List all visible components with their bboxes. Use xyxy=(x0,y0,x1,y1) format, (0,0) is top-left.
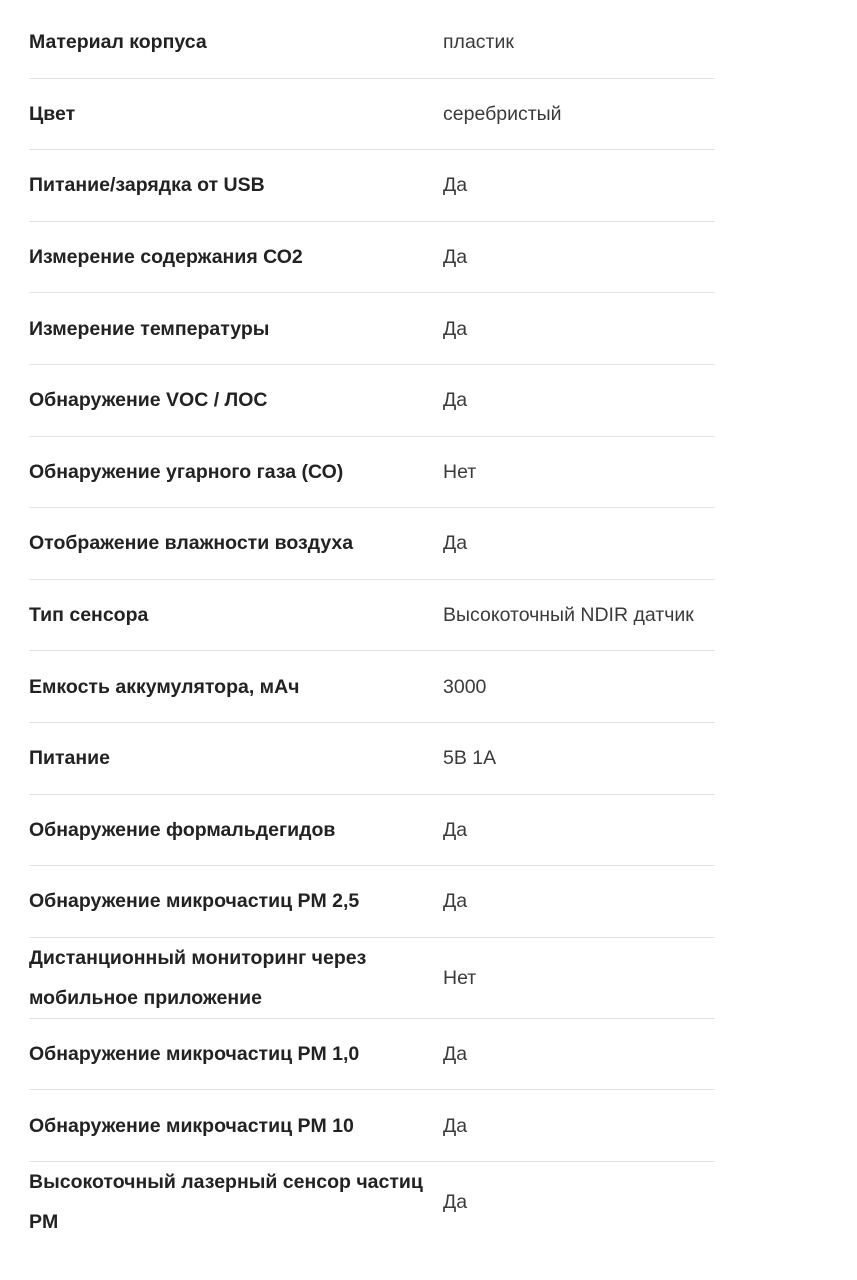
spec-value: Да xyxy=(443,1043,468,1066)
spec-value: Да xyxy=(443,890,468,913)
spec-row xyxy=(29,723,715,795)
spec-row xyxy=(29,150,715,222)
spec-row xyxy=(29,293,715,365)
spec-label: Обнаружение микрочастиц PM 1,0 xyxy=(29,1043,360,1066)
spec-value: Да xyxy=(443,1114,468,1137)
spec-label: Питание/зарядка от USB xyxy=(29,174,265,197)
spec-label: Материал корпуса xyxy=(29,31,207,54)
spec-label: Емкость аккумулятора, мАч xyxy=(29,675,300,698)
spec-row xyxy=(29,7,715,79)
spec-value: серебристый xyxy=(443,102,562,125)
spec-row xyxy=(29,938,715,1019)
spec-value: Нет xyxy=(443,460,477,483)
spec-label: Высокоточный лазерный сенсор частиц PM xyxy=(29,1171,423,1234)
specifications-table xyxy=(29,7,715,1243)
spec-row xyxy=(29,79,715,151)
spec-value: Да xyxy=(443,818,468,841)
spec-row xyxy=(29,795,715,867)
spec-label: Обнаружение угарного газа (СО) xyxy=(29,460,344,483)
spec-value: 5В 1А xyxy=(443,747,497,770)
spec-value: Да xyxy=(443,532,468,555)
spec-value: Да xyxy=(443,317,468,340)
spec-row xyxy=(29,866,715,938)
spec-row xyxy=(29,1090,715,1162)
spec-row xyxy=(29,365,715,437)
spec-row xyxy=(29,508,715,580)
spec-label: Обнаружение микрочастиц PM 10 xyxy=(29,1114,354,1137)
spec-label: Питание xyxy=(29,747,111,770)
spec-label: Обнаружение формальдегидов xyxy=(29,818,336,841)
spec-label: Отображение влажности воздуха xyxy=(29,532,354,555)
spec-row xyxy=(29,437,715,509)
spec-label: Дистанционный мониторинг через мобильное приложение xyxy=(29,946,367,1009)
spec-label: Тип сенсора xyxy=(29,604,149,627)
spec-label: Измерение содержания СО2 xyxy=(29,246,303,269)
spec-value: Нет xyxy=(443,966,477,989)
spec-value: Да xyxy=(443,246,468,269)
spec-value: Да xyxy=(443,1191,468,1214)
spec-label: Обнаружение VOC / ЛОС xyxy=(29,389,268,412)
spec-row xyxy=(29,1019,715,1091)
spec-row xyxy=(29,651,715,723)
spec-label: Обнаружение микрочастиц PM 2,5 xyxy=(29,890,360,913)
spec-value: Да xyxy=(443,174,468,197)
spec-label: Измерение температуры xyxy=(29,317,270,340)
spec-value: Да xyxy=(443,389,468,412)
spec-row xyxy=(29,1162,715,1243)
spec-label: Цвет xyxy=(29,102,76,125)
spec-value: пластик xyxy=(443,31,514,54)
spec-value: 3000 xyxy=(443,675,487,698)
spec-row xyxy=(29,222,715,294)
spec-value: Высокоточный NDIR датчик xyxy=(443,604,694,627)
spec-row xyxy=(29,580,715,652)
